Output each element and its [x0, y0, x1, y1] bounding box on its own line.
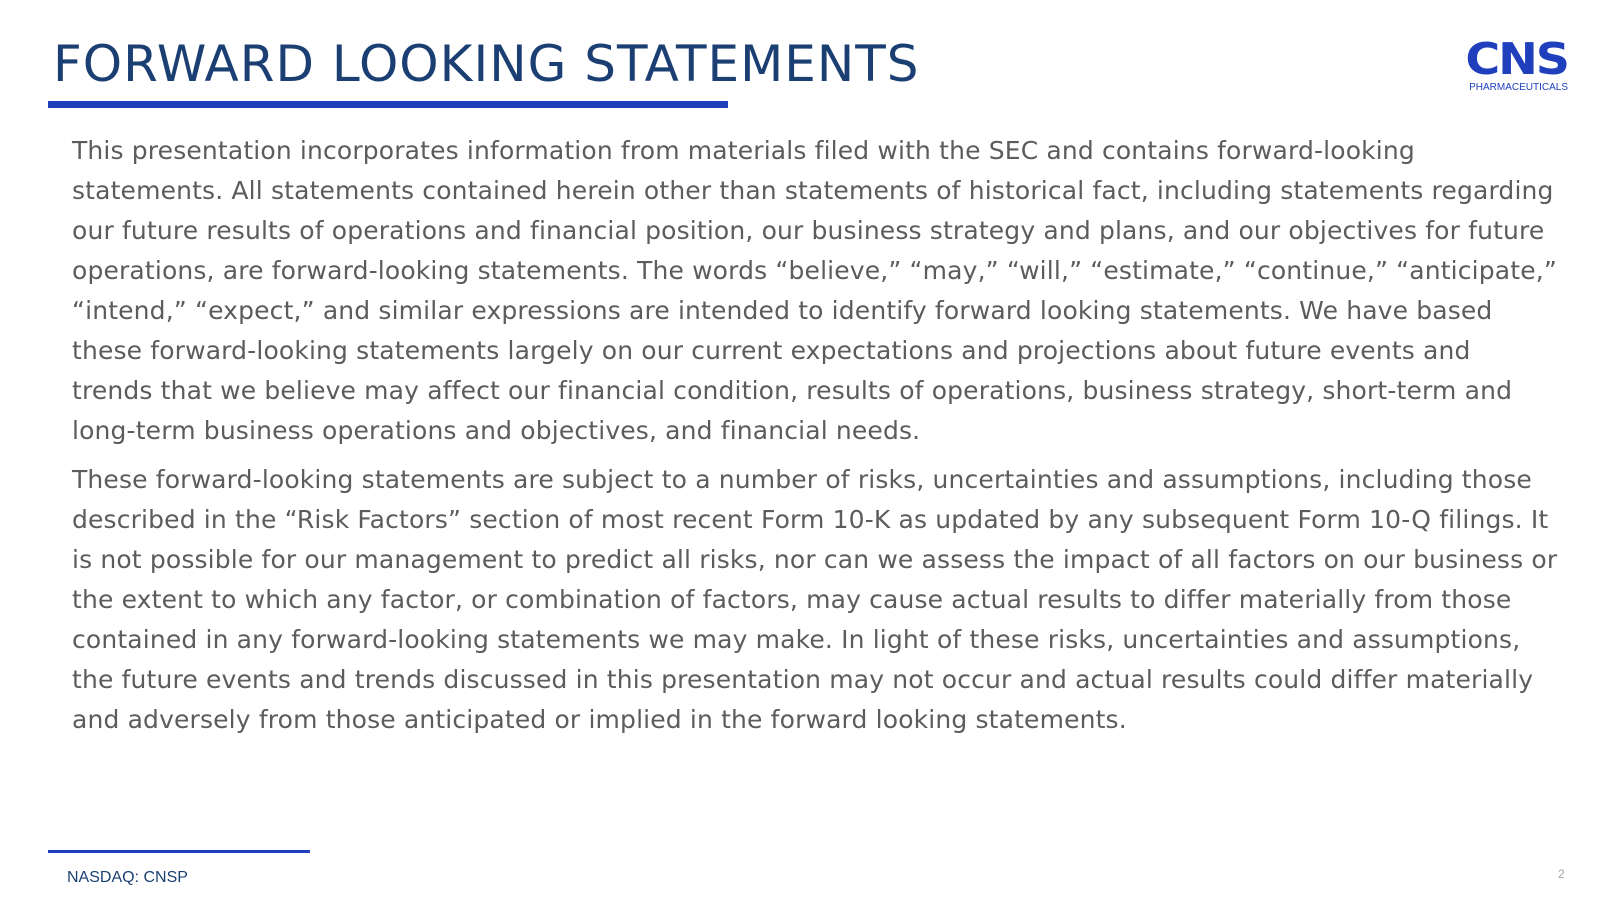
disclaimer-paragraph-1: This presentation incorporates information from materials filed with the SEC and contains forward-looking statements. All statements contained herein other than statements of historical fact, including statements regarding our future results of operations and financial position, our business strategy and plans, and our objectives for future operations, are forward-looking statements. The words “believe,” “may,” “will,” “estimate,” “continue,” “anticipate,” “intend,” “expect,” and similar expressions are intended to identify forward looking statements. We have based these forward-looking statements largely on our current expectations and projections about future events and trends that we believe may affect our financial condition, results of operations, business strategy, short-term and long-term business operations and objectives, and financial needs.	[72, 136, 1557, 445]
page-number: 2	[1558, 867, 1565, 881]
footer-divider	[48, 850, 310, 853]
logo-wordmark: CNS	[1465, 34, 1568, 85]
company-logo	[1456, 36, 1568, 92]
footer-ticker: NASDAQ: CNSP	[67, 869, 188, 886]
disclaimer-paragraph-2: These forward-looking statements are subject to a number of risks, uncertainties and assumptions, including those described in the “Risk Factors” section of most recent Form 10-K as updated by any subsequent Form 10-Q filings. It is not possible for our management to predict all risks, nor can we assess the impact of all factors on our business or the extent to which any factor, or combination of factors, may cause actual results to differ materially from those contained in any forward-looking statements we may make. In light of these risks, uncertainties and assumptions, the future events and trends discussed in this presentation may not occur and actual results could differ materially and adversely from those anticipated or implied in the forward looking statements.	[72, 465, 1558, 734]
title-underline	[48, 101, 728, 108]
disclaimer-body	[72, 131, 1558, 749]
slide-title: FORWARD LOOKING STATEMENTS	[53, 35, 920, 93]
logo-subtitle: PHARMACEUTICALS	[1469, 82, 1568, 93]
